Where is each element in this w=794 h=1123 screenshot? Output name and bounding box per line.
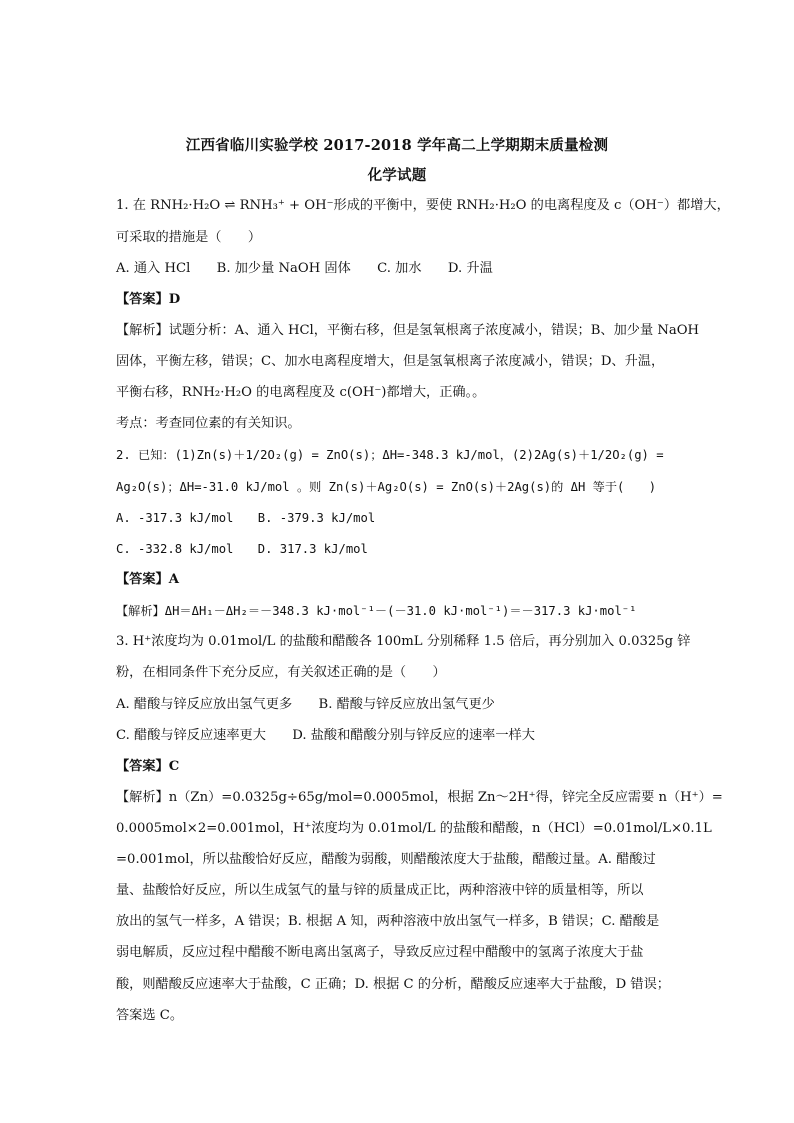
q3-options-cd: C. 醋酸与锌反应速率更大 D. 盐酸和醋酸分别与锌反应的速率一样大: [116, 728, 535, 743]
q1-options: A. 通入 HCl B. 加少量 NaOH 固体 C. 加水 D. 升温: [116, 261, 493, 276]
q3-options-ab: A. 醋酸与锌反应放出氢气更多 B. 醋酸与锌反应放出氢气更少: [116, 697, 495, 712]
q3-stem-line-1: 3. H⁺浓度均为 0.01mol/L 的盐酸和醋酸各 100mL 分别稀释 1.5 倍后，再分别加入 0.0325g 锌: [116, 634, 691, 649]
q2-stem-line-1: 2. 已知：(1)Zn(s)＋1/2O₂(g) = ZnO(s)；ΔH=-348.3 kJ/mol，(2)2Ag(s)＋1/2O₂(g) =: [116, 448, 664, 462]
q3-analysis-line-4: 量、盐酸恰好反应，所以生成氢气的量与锌的质量成正比，两种溶液中锌的质量相等，所以: [116, 883, 644, 898]
q2-options-cd: C. -332.8 kJ/mol D. 317.3 kJ/mol: [116, 542, 368, 556]
q1-analysis-line-3: 平衡右移，RNH₂·H₂O 的电离程度及 c(OH⁻)都增大，正确。。: [116, 385, 486, 400]
document-subtitle: 化学试题: [367, 167, 427, 184]
q3-analysis-line-3: =0.001mol，所以盐酸恰好反应，醋酸为弱酸，则醋酸浓度大于盐酸，醋酸过量。A. 醋酸过: [116, 852, 656, 867]
q3-analysis-line-1: 【解析】n（Zn）=0.0325g÷65g/mol=0.0005mol，根据 Zn～2H⁺得，锌完全反应需要 n（H⁺）=: [116, 790, 723, 805]
q3-analysis-line-8: 答案选 C。: [116, 1008, 184, 1023]
q2-answer: 【答案】A: [116, 572, 179, 587]
q3-analysis-line-2: 0.0005mol×2=0.001mol，H⁺浓度均为 0.01mol/L 的盐酸和醋酸，n（HCl）=0.01mol/L×0.1L: [116, 821, 712, 836]
q3-analysis-line-7: 酸，则醋酸反应速率大于盐酸，C 正确；D. 根据 C 的分析，醋酸反应速率大于盐酸，D 错误；: [116, 977, 670, 992]
q2-stem-line-2: Ag₂O(s)；ΔH=-31.0 kJ/mol 。则 Zn(s)＋Ag₂O(s) = ZnO(s)＋2Ag(s)的 ΔH 等于( ): [116, 480, 657, 494]
q3-stem-line-2: 粉，在相同条件下充分反应，有关叙述正确的是（ ）: [116, 665, 446, 680]
q2-options-ab: A. -317.3 kJ/mol B. -379.3 kJ/mol: [116, 511, 376, 525]
q3-analysis-line-6: 弱电解质，反应过程中醋酸不断电离出氢离子，导致反应过程中醋酸中的氢离子浓度大于盐: [116, 945, 644, 960]
document-title: 江西省临川实验学校 2017-2018 学年高二上学期期末质量检测: [185, 137, 609, 154]
q2-analysis: 【解析】ΔH＝ΔH₁－ΔH₂＝－348.3 kJ·mol⁻¹－(－31.0 kJ·mol⁻¹)＝－317.3 kJ·mol⁻¹: [116, 604, 637, 618]
q1-stem-line-2: 可采取的措施是（ ）: [116, 230, 262, 245]
q1-knowledge-point: 考点：考查同位素的有关知识。: [116, 416, 301, 431]
q3-analysis-line-5: 放出的氢气一样多，A 错误；B. 根据 A 知，两种溶液中放出氢气一样多，B 错误；C. 醋酸是: [116, 914, 660, 929]
q1-answer: 【答案】D: [116, 292, 181, 307]
q3-answer: 【答案】C: [116, 759, 180, 774]
q1-analysis-line-1: 【解析】试题分析：A、通入 HCl，平衡右移，但是氢氧根离子浓度减小，错误；B、加少量 NaOH: [116, 323, 700, 338]
q1-analysis-line-2: 固体，平衡左移，错误；C、加水电离程度增大，但是氢氧根离子浓度减小，错误；D、升温，: [116, 354, 665, 369]
q1-stem-line-1: 1. 在 RNH₂·H₂O ⇌ RNH₃⁺ + OH⁻形成的平衡中，要使 RNH₂·H₂O 的电离程度及 c（OH⁻）都增大，: [116, 198, 730, 213]
